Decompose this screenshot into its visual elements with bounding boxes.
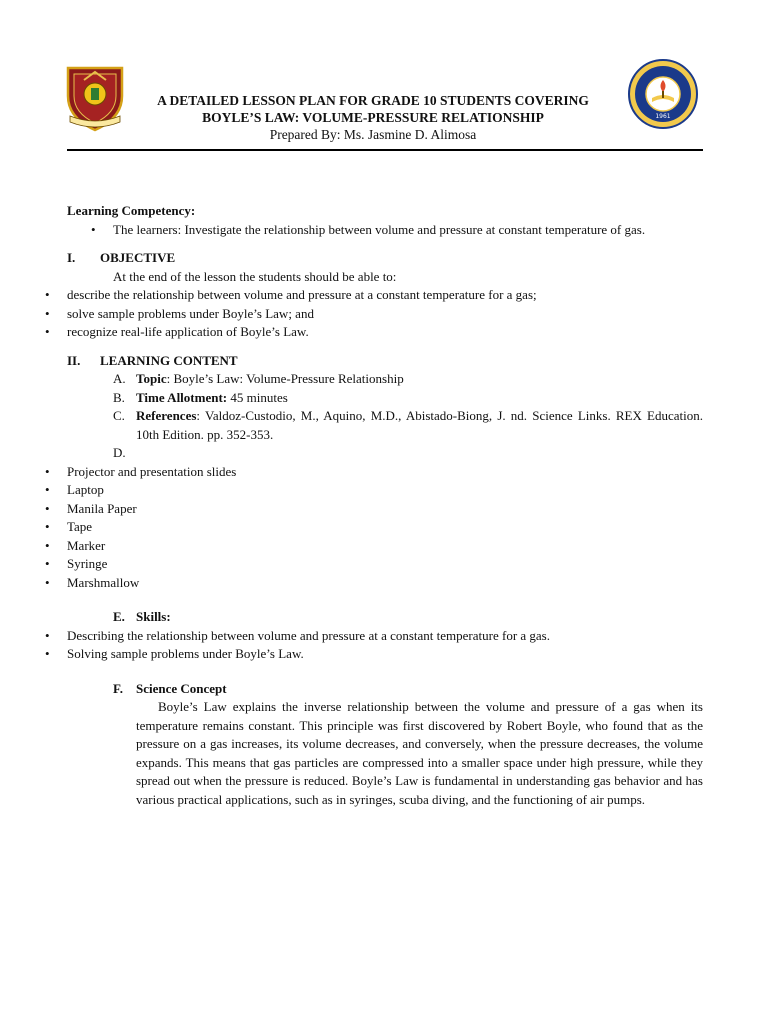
list-item: • Syringe bbox=[67, 555, 703, 574]
school-crest-logo bbox=[62, 60, 128, 132]
lesson-body bbox=[67, 202, 703, 809]
title-line-1: A DETAILED LESSON PLAN FOR GRADE 10 STUDENTS COVERING bbox=[157, 93, 589, 108]
list-item: • Marker bbox=[67, 537, 703, 556]
list-item: • Marshmallow bbox=[67, 574, 703, 593]
learning-content-heading: II. LEARNING CONTENT bbox=[67, 352, 238, 368]
list-item: • Describing the relationship between volume and pressure at a constant temperature for a gas. bbox=[67, 627, 703, 646]
science-concept-paragraph: Boyle’s Law explains the inverse relationship between the volume and pressure of a gas when its temperature remains constant. This principle was first discovered by Robert Boyle, who found that as the pressure on a gas increases, its volume decreases, and conversely, when the pressure decreases, the volume expands. This means that gas particles are compressed into a smaller space under high pressure, while they spread out when the pressure is reduced. Boyle’s Law is fundamental in understanding gas behavior and has various practical applications, such as in syringes, scuba diving, and the functioning of air pumps. bbox=[136, 699, 703, 807]
objective-list bbox=[67, 286, 703, 342]
list-item: • Solving sample problems under Boyle’s Law. bbox=[67, 645, 703, 664]
svg-text:1961: 1961 bbox=[655, 113, 671, 120]
materials-list bbox=[67, 463, 703, 593]
competency-list bbox=[113, 221, 703, 240]
list-item: • recognize real-life application of Boyle’s Law. bbox=[67, 323, 703, 342]
list-item: • The learners: Investigate the relationship between volume and pressure at constant temperature of gas. bbox=[113, 221, 703, 240]
title-line-2: BOYLE’S LAW: VOLUME-PRESSURE RELATIONSHIP bbox=[202, 110, 544, 125]
list-item: • Tape bbox=[67, 518, 703, 537]
skills-list bbox=[67, 627, 703, 664]
objective-intro: At the end of the lesson the students should be able to: bbox=[113, 268, 397, 284]
list-item: • describe the relationship between volume and pressure at a constant temperature for a gas; bbox=[67, 286, 703, 305]
college-of-education-seal bbox=[624, 58, 702, 130]
skills-heading: E. Skills: bbox=[113, 609, 171, 624]
competency-label: Learning Competency: bbox=[67, 203, 196, 218]
header-divider bbox=[67, 149, 703, 151]
list-item: • solve sample problems under Boyle’s Law; and bbox=[67, 305, 703, 324]
list-item: • Laptop bbox=[67, 481, 703, 500]
topic-item: A. Topic: Boyle’s Law: Volume-Pressure Relationship bbox=[113, 371, 404, 386]
list-item: • Manila Paper bbox=[67, 500, 703, 519]
objective-heading: I. OBJECTIVE bbox=[67, 250, 176, 265]
list-item: • Projector and presentation slides bbox=[67, 463, 703, 482]
prepared-by: Prepared By: Ms. Jasmine D. Alimosa bbox=[269, 127, 477, 142]
materials-item: D. bbox=[113, 445, 126, 460]
science-concept-heading: F. Science Concept bbox=[113, 680, 227, 696]
document-header bbox=[130, 92, 616, 143]
references-item: C. References: Valdoz-Custodio, M., Aquino, M.D., Abistado-Biong, J. nd. Science Links. REX Education. 10th Edition. pp. 352-353. bbox=[113, 408, 703, 442]
time-allotment-item: B. Time Allotment: 45 minutes bbox=[113, 389, 288, 405]
